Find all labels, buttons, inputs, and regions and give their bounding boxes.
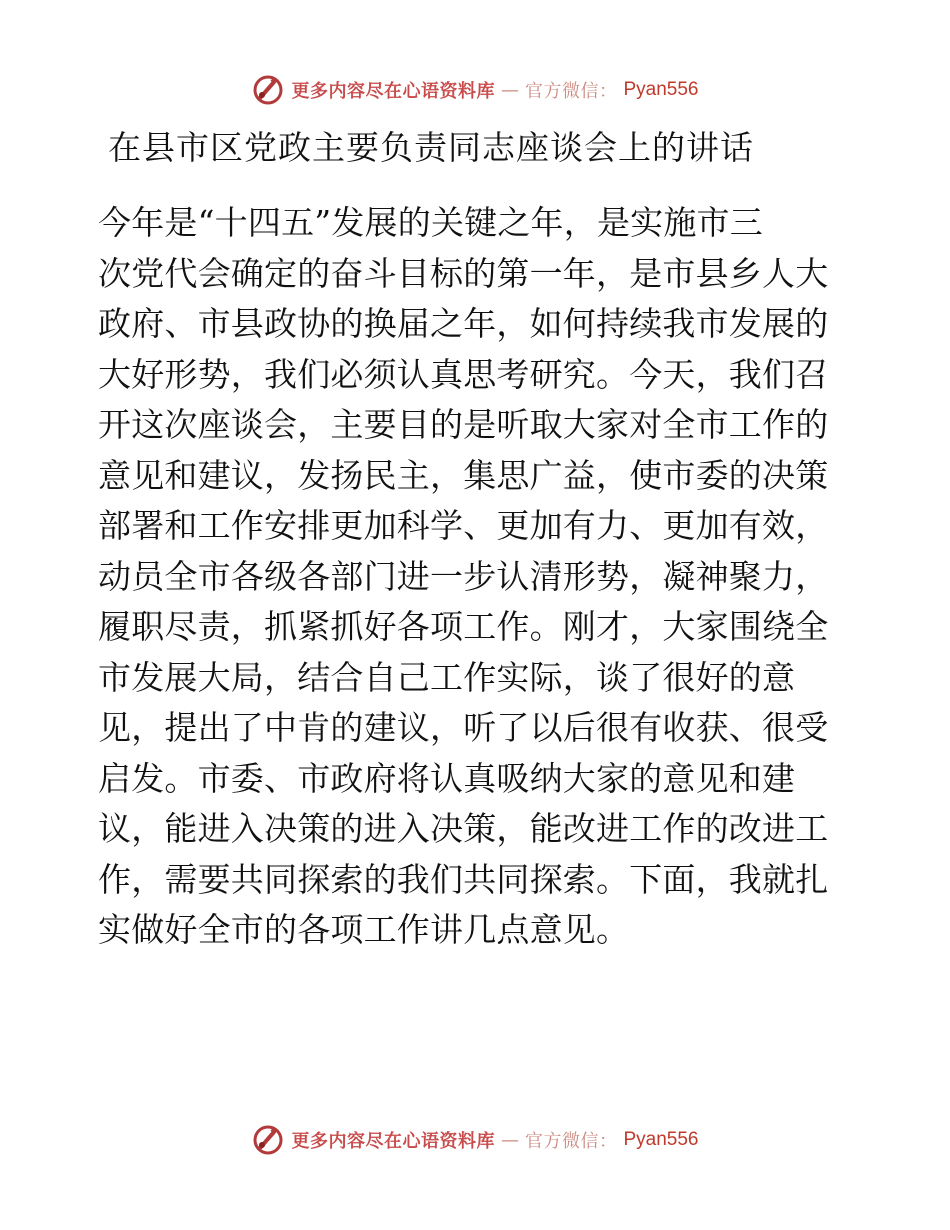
- body-line: 见，提出了中肯的建议，听了以后很有收获、很受: [98, 708, 829, 747]
- banner-wechat-label: 官方微信：: [524, 81, 618, 102]
- banner-wechat-id: Pyan556: [623, 79, 699, 100]
- banner-wechat-id: Pyan556: [623, 1129, 699, 1150]
- red-brush-logo-icon: [251, 1123, 285, 1157]
- body-line: 履职尽责，抓紧抓好各项工作。刚才，大家围绕全: [98, 607, 829, 646]
- banner-wechat-label: 官方微信：: [524, 1131, 618, 1152]
- body-line: 次党代会确定的奋斗目标的第一年，是市县乡人大: [98, 253, 829, 293]
- body-line: 市发展大局，结合自己工作实际，谈了很好的意: [98, 657, 796, 697]
- footer-watermark-banner: [0, 1120, 950, 1160]
- red-brush-logo-icon: [251, 73, 285, 107]
- header-watermark-banner: [0, 70, 950, 110]
- banner-separator: —: [500, 79, 519, 101]
- body-line: 意见和建议，发扬民主，集思广益，使市委的决策: [98, 455, 829, 495]
- banner-promo-text: 更多内容尽在心语资料库: [291, 1131, 495, 1152]
- banner-promo-text: 更多内容尽在心语资料库: [291, 81, 495, 102]
- body-line: 开这次座谈会，主要目的是听取大家对全市工作的: [98, 405, 829, 444]
- body-line: 议，能进入决策的进入决策，能改进工作的改进工: [98, 809, 829, 848]
- body-line: 政府、市县政协的换届之年，如何持续我市发展的: [98, 304, 829, 343]
- body-line: 部署和工作安排更加科学、更加有力、更加有效，: [98, 506, 829, 545]
- banner-separator: —: [500, 1129, 519, 1151]
- document-body: [98, 198, 858, 956]
- body-line: 作，需要共同探索的我们共同探索。下面，我就扎: [98, 859, 829, 899]
- document-title: 在县市区党政主要负责同志座谈会上的讲话: [108, 128, 754, 167]
- body-line: 实做好全市的各项工作讲几点意见。: [98, 910, 630, 949]
- body-line: 动员全市各级各部门进一步认清形势，凝神聚力，: [98, 556, 829, 596]
- body-line: 大好形势，我们必须认真思考研究。今天，我们召: [98, 354, 829, 394]
- body-line: 今年是“十四五”发展的关键之年，是实施市三: [98, 203, 763, 242]
- body-line: 启发。市委、市政府将认真吸纳大家的意见和建: [98, 758, 796, 798]
